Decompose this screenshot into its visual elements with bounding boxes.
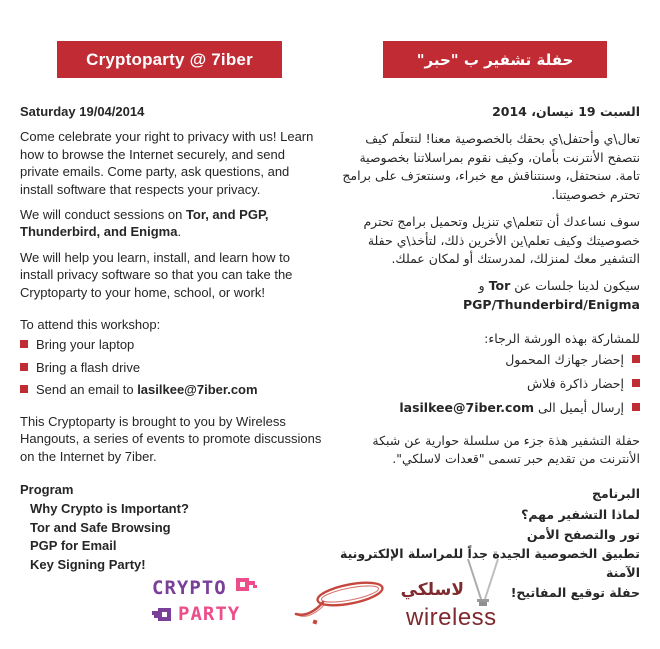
- sessions-paragraph-arabic: [334, 277, 640, 315]
- program-item: لماذا التشفير مهم؟: [521, 506, 640, 522]
- date-heading-english: Saturday 19/04/2014: [20, 104, 145, 119]
- bullet-label: إحضار جهازك المحمول: [505, 352, 624, 368]
- attend-heading-arabic: للمشاركة بهذه الورشة الرجاء:: [484, 330, 640, 346]
- bullet-square-icon: [20, 363, 28, 371]
- english-column: [20, 103, 326, 574]
- sessions-conjunction: و: [478, 278, 489, 293]
- intro-paragraph-english: Come celebrate your right to privacy with us! Learn how to browse the Internet securely, and send private emails. Come party, ask questions, and install software that respects your privacy.: [20, 129, 314, 197]
- list-item: [20, 381, 326, 398]
- bullet-square-icon: [632, 379, 640, 387]
- sessions-paragraph-english: [20, 206, 326, 241]
- sessions-topic-pgp: PGP/Thunderbird/Enigma: [462, 296, 640, 312]
- banner-arabic: [383, 41, 607, 78]
- sessions-topics: Tor, and PGP, Thunderbird, and Enigma: [20, 207, 269, 240]
- ink-dot: [312, 619, 317, 624]
- bullet-square-icon: [20, 385, 28, 393]
- key-icon: [152, 608, 171, 621]
- sessions-suffix: .: [177, 224, 182, 240]
- program-item: PGP for Email: [30, 538, 117, 554]
- date-heading-arabic: السبت 19 نيسان، 2014: [492, 104, 640, 119]
- wireless-arabic-label: لاسلكي: [400, 580, 464, 600]
- about-paragraph-arabic: حفلة التشفير هذة جزء من سلسلة حوارية عن شبكة الأنترنت من تقديم حبر تسمى "قعدات لاسلكي".: [372, 432, 640, 467]
- requirements-list-arabic: [334, 351, 640, 417]
- email-address: lasilkee@7iber.com: [399, 399, 535, 415]
- program-heading-english: Program: [20, 481, 74, 497]
- email-prefix: Send an email to: [36, 382, 138, 398]
- list-item: [334, 375, 640, 394]
- email-prefix: إرسال أيميل الى: [534, 399, 624, 415]
- wireless-latin-label: wireless: [406, 604, 497, 631]
- bullet-square-icon: [632, 355, 640, 363]
- arabic-column: [334, 103, 640, 604]
- program-item: Tor and Safe Browsing: [30, 519, 171, 535]
- cryptoparty-logo: [152, 572, 274, 630]
- logos-row: [0, 556, 660, 646]
- key-icon: [236, 578, 257, 591]
- program-item: Key Signing Party!: [30, 556, 146, 572]
- wireless-logo: [400, 558, 508, 644]
- bullet-label: Bring your laptop: [36, 337, 135, 353]
- intro-paragraph-arabic: تعال\ي وأحتفل\ي بحقك بالخصوصية معنا! لنتعلَم كيف نتصفح الأنترنت بأمان، وكيف نقوم بمراسلاتنا بخصوصية تامة. سنحتفل، وسنتناقش مع خبراء، وسنتعرَف على برامج تحترم خصوصيتنا.: [342, 130, 640, 202]
- requirements-list-english: [20, 336, 326, 398]
- bullet-square-icon: [20, 340, 28, 348]
- bullet-label: Bring a flash drive: [36, 359, 141, 375]
- program-item: Why Crypto is Important?: [30, 501, 189, 517]
- attend-heading-english: To attend this workshop:: [20, 317, 161, 333]
- sessions-prefix: سيكون لدينا جلسات عن: [510, 278, 640, 293]
- banner-english: [57, 41, 282, 78]
- sessions-topic-tor: Tor: [488, 278, 511, 293]
- antenna-icon: [464, 558, 502, 608]
- bullet-label: إحضار ذاكرة فلاش: [527, 376, 624, 391]
- sessions-prefix: We will conduct sessions on: [20, 207, 186, 223]
- help-paragraph-arabic: سوف نساعدك أن تتعلم\ي تنزيل وتحميل برامج تحترم خصوصيتك وكيف تعلم\ين الأخرين ذلك، لتأخذ\ي حفلة التشفير معك لمنزلك، لمدرستك أو لمكان عملك.: [363, 213, 640, 267]
- program-heading-arabic: البرنامج: [592, 486, 640, 501]
- list-item: [20, 359, 326, 376]
- program-item: حفلة توقيع المفاتيح!: [510, 584, 640, 600]
- bullet-label: [399, 399, 624, 418]
- bullet-label: [36, 381, 258, 398]
- bullet-square-icon: [632, 403, 640, 411]
- program-item: تور والتصفح الأمن: [526, 526, 640, 542]
- cryptoparty-word-crypto: CRYPTO: [152, 577, 227, 599]
- list-item: [20, 336, 326, 353]
- list-item: [334, 351, 640, 370]
- list-item: [334, 399, 640, 418]
- seveniber-logo: [292, 570, 388, 632]
- banner-arabic-title: حفلة تشفير ب "حبر": [416, 50, 574, 69]
- cryptoparty-word-party: PARTY: [178, 603, 241, 625]
- help-paragraph-english: We will help you learn, install, and learn how to install privacy software so that you can take the Cryptoparty to your home, school, or work!: [20, 249, 293, 300]
- banner-english-title: Cryptoparty @ 7iber: [86, 49, 253, 69]
- program-item: تطبيق الخصوصية الجيدة جداً للمراسلة الإلكترونية الآمنة: [340, 546, 640, 580]
- about-paragraph-english: This Cryptoparty is brought to you by Wireless Hangouts, a series of events to promote discussions on the Internet by 7iber.: [20, 413, 322, 464]
- email-address: lasilkee@7iber.com: [137, 382, 258, 398]
